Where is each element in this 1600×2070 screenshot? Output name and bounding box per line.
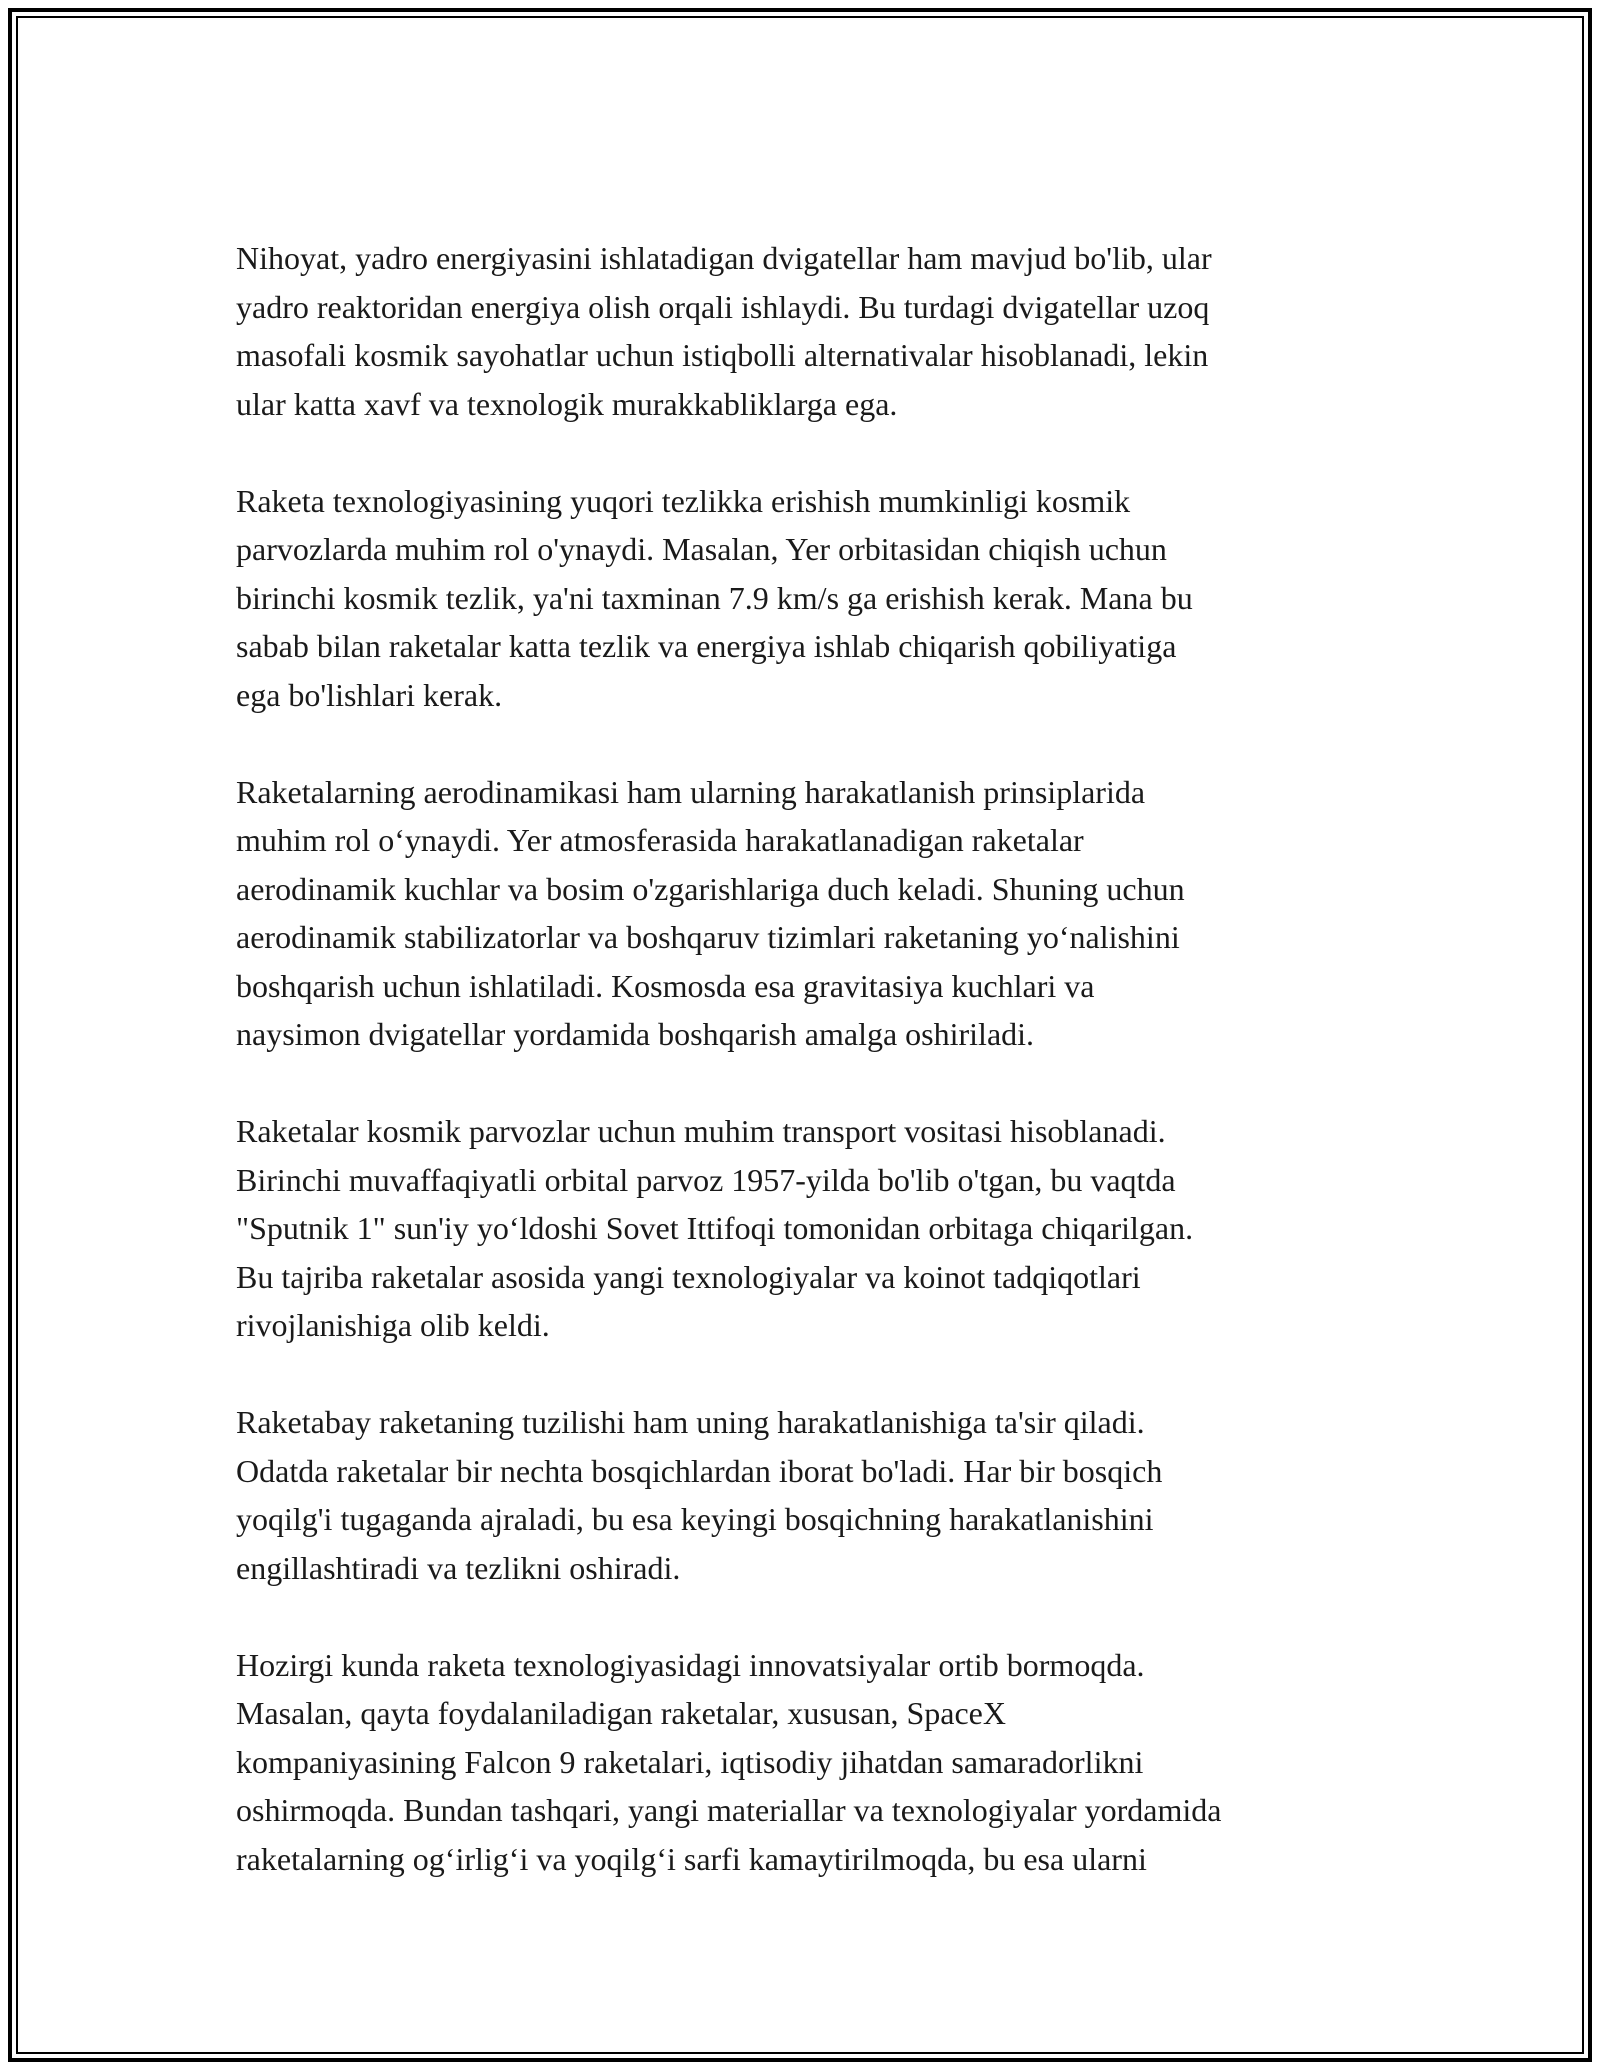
paragraph-high-speed: Raketa texnologiyasining yuqori tezlikka erishish mumkinligi kosmik parvozlarda muhim rol o'ynaydi. Masalan, Yer orbitasidan chiqish uchun birinchi kosmik tezlik, ya'ni taxminan 7.9 km/s ga erishish kerak. Mana bu sabab bilan raketalar katta tezlik va energiya ishlab chiqarish qobiliyatiga ega bo'lishlari kerak. [236,482,1193,713]
paragraph-nuclear-engines: Nihoyat, yadro energiyasini ishlatadigan dvigatellar ham mavjud bo'lib, ular yadro reaktoridan energiya olish orqali ishlaydi. Bu turdagi dvigatellar uzoq masofali kosmik sayohatlar uchun istiqbolli alternativalar hisoblanadi, lekin ular katta xavf va texnologik murakkabliklarga ega. [236,240,1212,422]
paragraph-aerodynamics: Raketalarning aerodinamikasi ham ularning harakatlanish prinsiplarida muhim rol o‘ynaydi. Yer atmosferasida harakatlanadigan raketalar aerodinamik kuchlar va bosim o'zgarishlariga duch keladi. Shuning uchun aerodinamik stabilizatorlar va boshqaruv tizimlari raketaning yo‘nalishini boshqarish uchun ishlatiladi. Kosmosda esa gravitasiya kuchlari va naysimon dvigatellar yordamida boshqarish amalga oshiriladi. [236,773,1185,1052]
paragraph-innovations: Hozirgi kunda raketa texnologiyasidagi innovatsiyalar ortib bormoqda. Masalan, qayta foydalaniladigan raketalar, xususan, SpaceX kompaniyasining Falcon 9 raketalari, iqtisodiy jihatdan samaradorlikni oshirmoqda. Bundan tashqari, yangi materiallar va texnologiyalar yordamida raketalarning og‘irlig‘i va yoqilg‘i sarfi kamaytirilmoqda, bu esa ularni [236,1646,1222,1877]
paragraph-space-transport: Raketalar kosmik parvozlar uchun muhim transport vositasi hisoblanadi. Birinchi muvaffaqiyatli orbital parvoz 1957-yilda bo'lib o'tgan, bu vaqtda "Sputnik 1" sun'iy yo‘ldoshi Sovet Ittifoqi tomonidan orbitaga chiqarilgan. Bu tajriba raketalar asosida yangi texnologiyalar va koinot tadqiqotlari rivojlanishiga olib keldi. [236,1113,1194,1343]
paragraph-rocket-structure: Raketabay raketaning tuzilishi ham uning harakatlanishiga ta'sir qiladi. Odatda raketalar bir nechta bosqichlardan iborat bo'ladi. Har bir bosqich yoqilg'i tugaganda ajraladi, bu esa keyingi bosqichning harakatlanishini engillashtiradi va tezlikni oshiradi. [236,1404,1163,1586]
document-body [236,234,1376,1932]
